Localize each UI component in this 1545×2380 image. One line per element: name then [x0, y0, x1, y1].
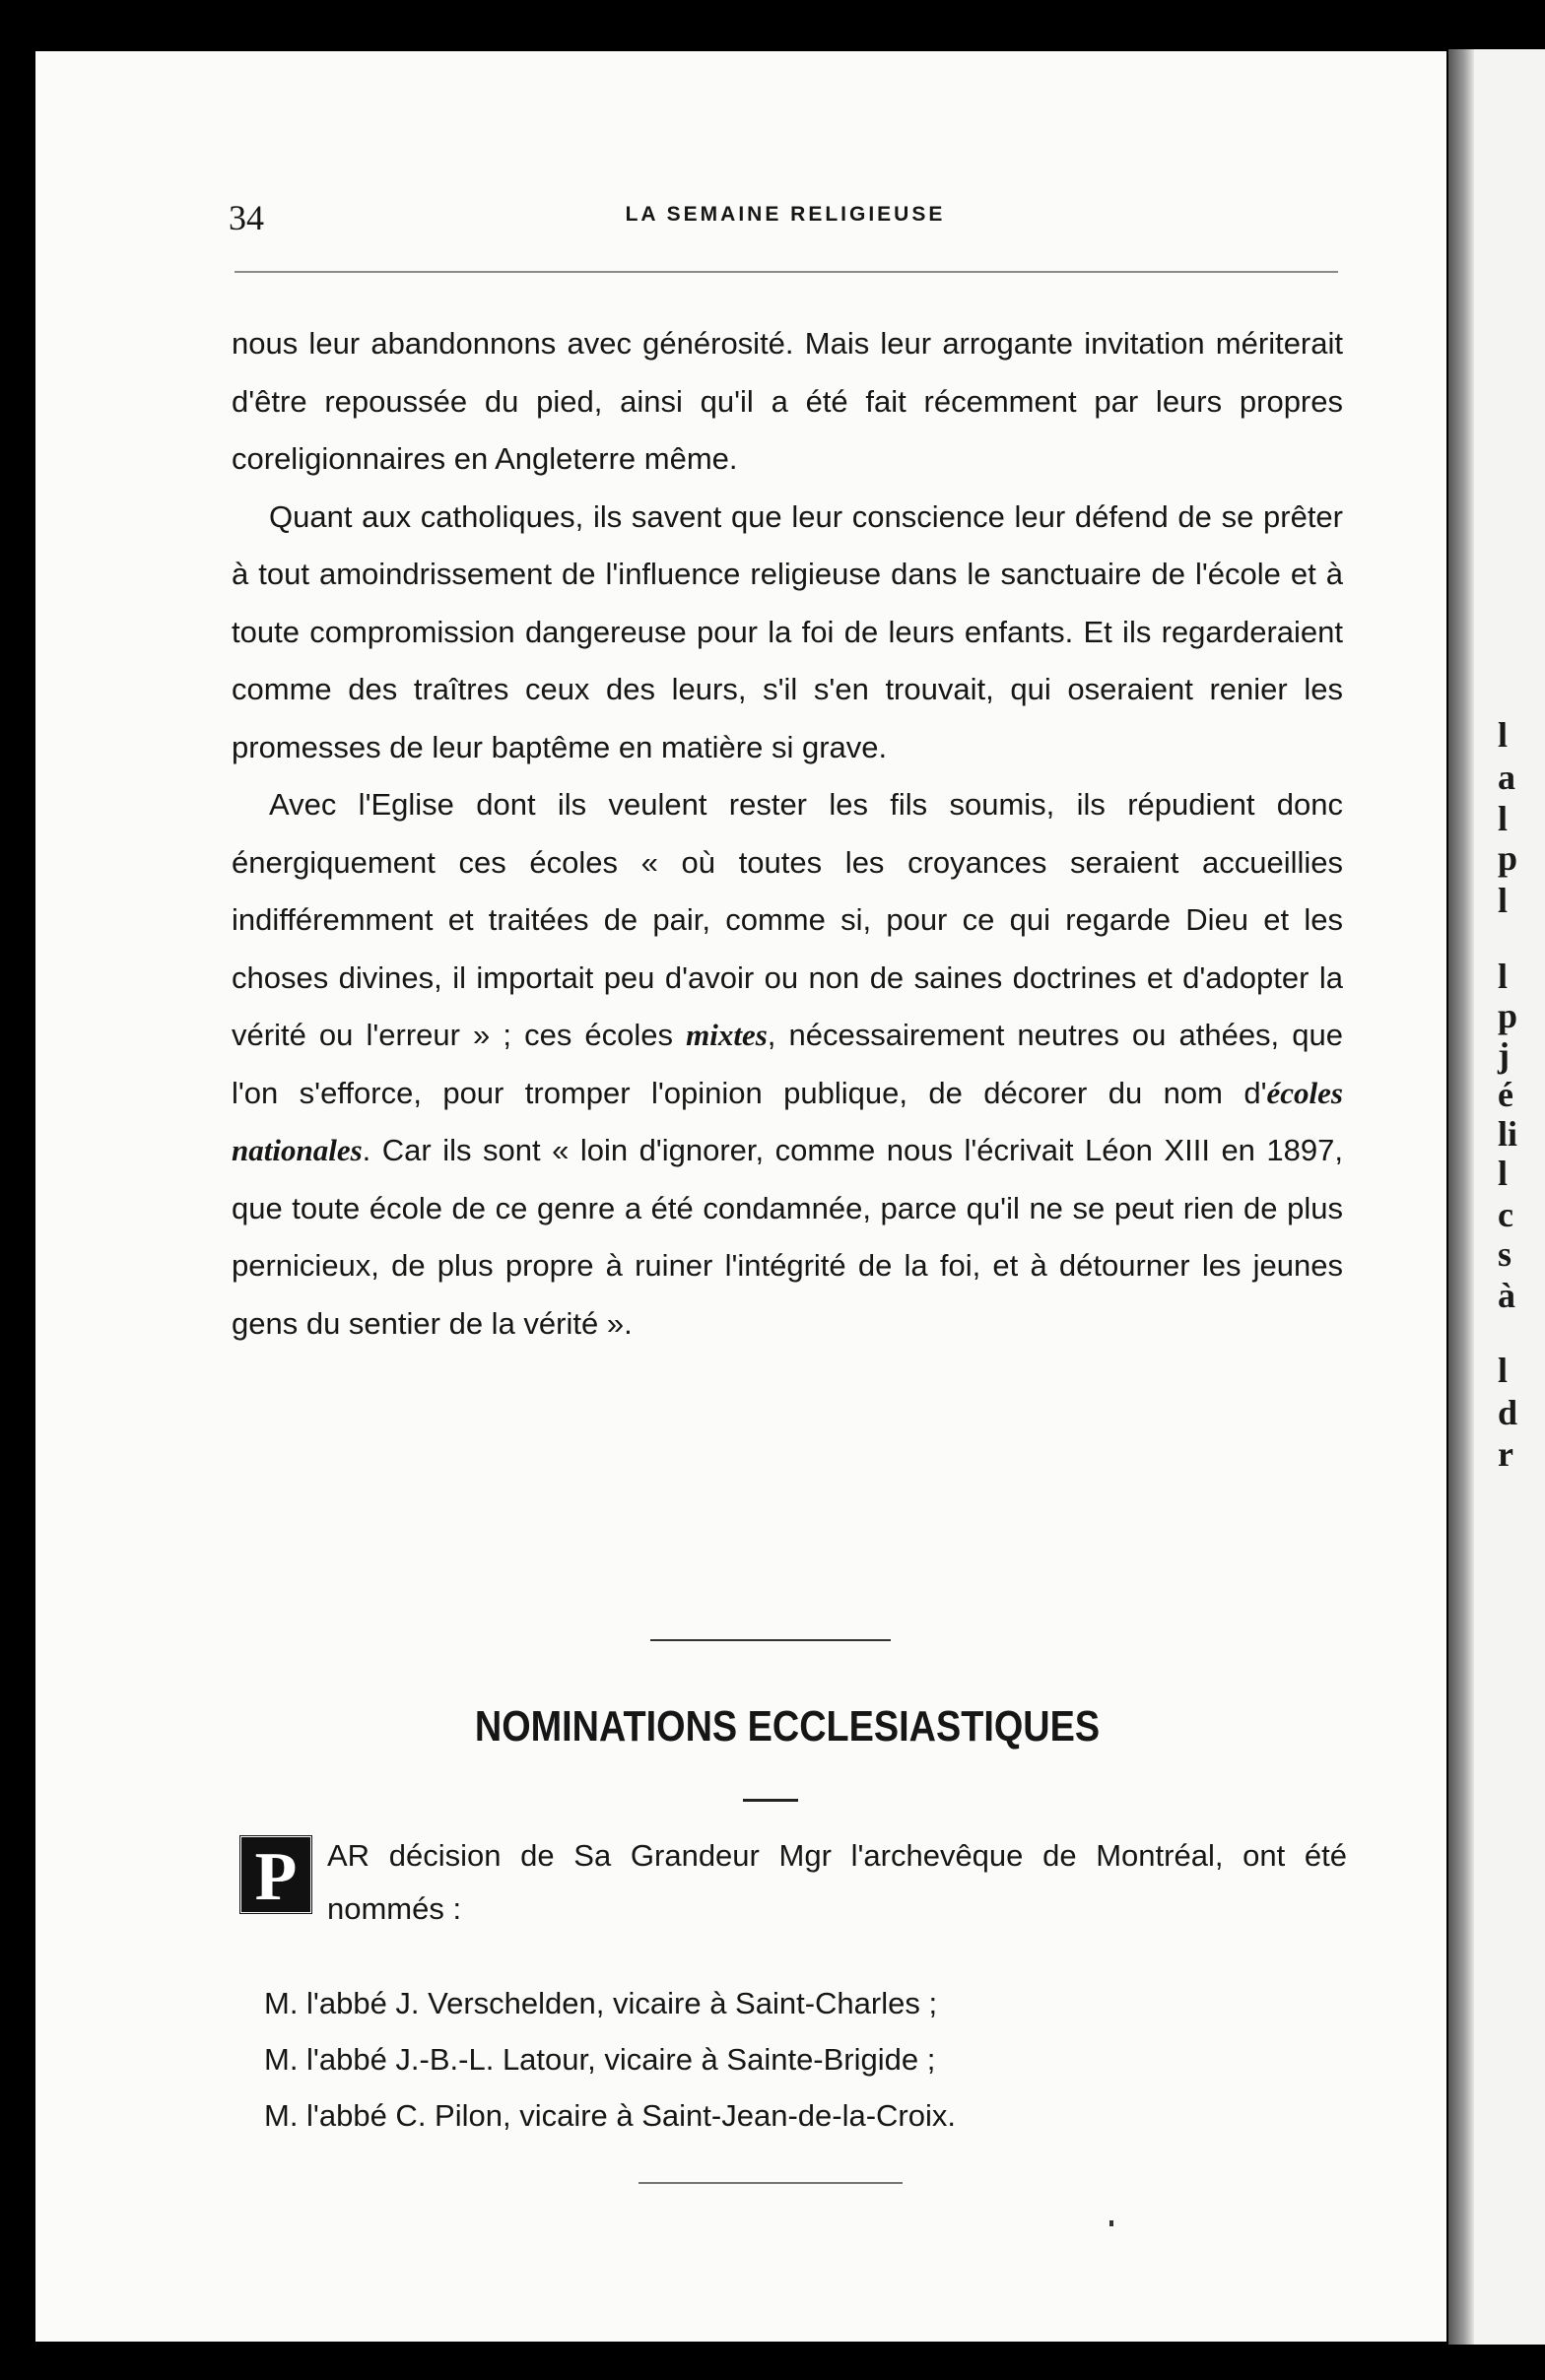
adjacent-page-fragment: a — [1498, 758, 1515, 797]
adjacent-page-fragment: l — [1498, 957, 1509, 996]
heading-underline — [743, 1799, 798, 1802]
paragraph — [232, 776, 1343, 1353]
adjacent-page-fragment: é — [1498, 1075, 1513, 1114]
paragraph-text: Avec l'Eglise dont ils veulent rester les fils soumis, ils répudient donc énergiquement ces écoles « où toutes les croyances seraient accueillies indifféremment et traitées de pair, comme si, pour ce qui regarde Dieu et les choses divines, il importait peu d'avoir ou non de saines doctrines et d'adopter la vérité ou l'erreur » ; ces écoles — [232, 787, 1343, 1052]
print-speck — [1109, 2220, 1113, 2226]
page-gutter-shadow — [1448, 49, 1474, 2345]
italic-term: écoles nationales — [232, 1075, 1343, 1167]
adjacent-page-fragment: l — [1498, 1351, 1509, 1390]
running-title: LA SEMAINE RELIGIEUSE — [625, 203, 946, 226]
adjacent-page — [1448, 49, 1545, 2345]
list-item: M. l'abbé C. Pilon, vicaire à Saint-Jean-de-la-Croix. — [264, 2098, 956, 2133]
adjacent-page-fragment: j — [1498, 1035, 1510, 1075]
adjacent-page-fragment: r — [1498, 1434, 1513, 1474]
adjacent-page-fragment: l — [1498, 799, 1509, 838]
header-rule — [235, 271, 1338, 273]
section-separator — [650, 1639, 891, 1641]
drop-cap: P — [238, 1834, 313, 1915]
nomination-list — [264, 1975, 956, 2144]
nomination-intro: AR décision de Sa Grandeur Mgr l'archevêque de Montréal, ont été nommés : — [327, 1838, 1347, 1926]
list-item: M. l'abbé J. Verschelden, vicaire à Saint-Charles ; — [264, 1986, 938, 2020]
paragraph-text: , nécessairement neutres ou athées, que l'on s'efforce, pour tromper l'opinion publique, de décorer du nom d' — [232, 1018, 1343, 1110]
adjacent-page-fragment: l — [1498, 1154, 1509, 1193]
paragraph: Quant aux catholiques, ils savent que leur conscience leur défend de se prêter à tout amoindrissement de l'influence religieuse dans le sanctuaire de l'école et à toute compromission dangereuse pour la foi de leurs enfants. Et ils regarderaient comme des traîtres ceux des leurs, s'il s'en trouvait, qui oseraient renier les promesses de leur baptême en matière si grave. — [232, 498, 1343, 764]
closing-rule — [638, 2182, 903, 2184]
adjacent-page-fragment: d — [1498, 1393, 1518, 1432]
adjacent-page-fragment: l — [1498, 715, 1509, 755]
page-header — [229, 197, 1342, 256]
page-number: 34 — [229, 198, 264, 237]
section-heading: NOMINATIONS ECCLESIASTIQUES — [474, 1702, 1101, 1751]
adjacent-page-fragment: c — [1498, 1195, 1513, 1234]
paragraph-text: . Car ils sont « loin d'ignorer, comme nous l'écrivait Léon XIII en 1897, que toute école de ce genre a été condamnée, parce qu'il ne se peut rien de plus pernicieux, de plus propre à ruiner l'intégrité de la foi, et à détourner les jeunes gens du sentier de la vérité ». — [232, 1133, 1343, 1341]
article-body — [232, 315, 1343, 1353]
paragraph: nous leur abandonnons avec générosité. Mais leur arrogante invitation mériterait d'être repoussée du pied, ainsi qu'il a été fait récemment par leurs propres coreligionnaires en Angleterre même. — [232, 326, 1343, 476]
adjacent-page-fragment: s — [1498, 1234, 1512, 1274]
italic-term: mixtes — [686, 1018, 768, 1052]
document-page — [35, 51, 1446, 2342]
adjacent-page-fragment: p — [1498, 838, 1518, 878]
adjacent-page-fragment: à — [1498, 1276, 1515, 1315]
adjacent-page-fragment: li — [1498, 1114, 1518, 1154]
list-item: M. l'abbé J.-B.-L. Latour, vicaire à Sainte-Brigide ; — [264, 2042, 936, 2077]
adjacent-page-fragment: p — [1498, 996, 1518, 1035]
adjacent-page-fragment: l — [1498, 881, 1509, 920]
